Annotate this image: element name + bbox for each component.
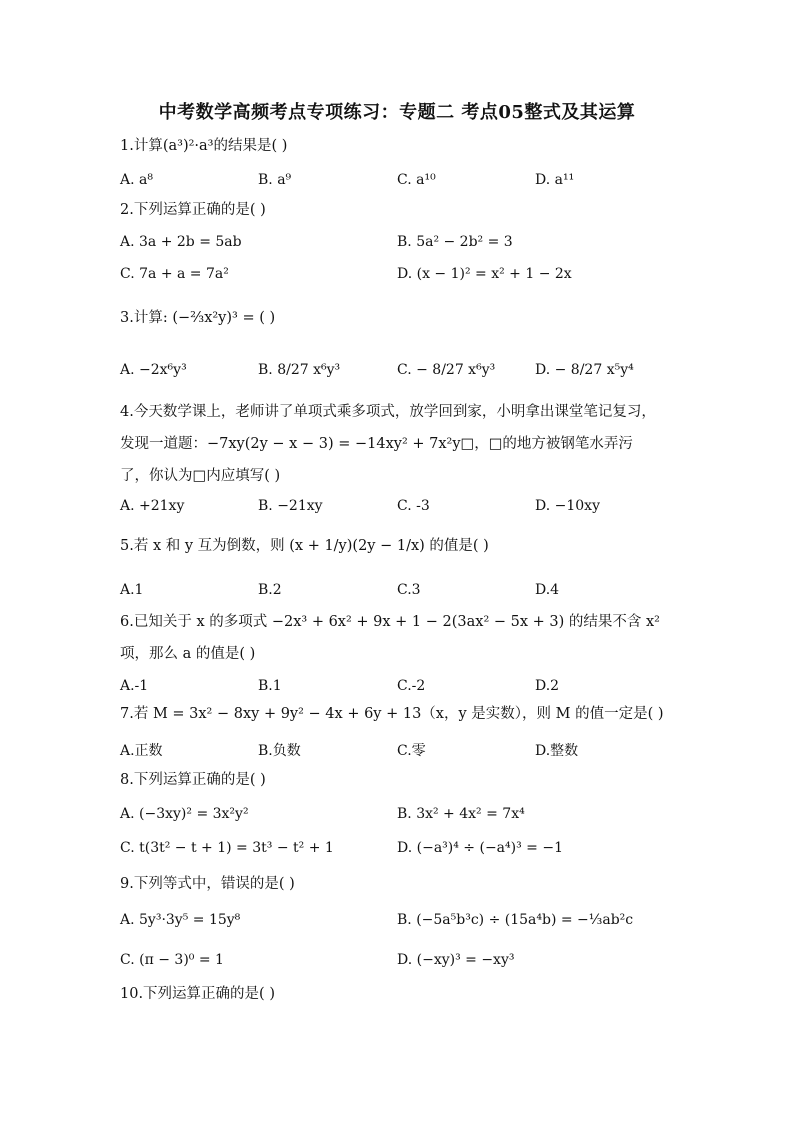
option-a: A.1 — [120, 582, 144, 598]
option-a: A. +21xy — [120, 498, 185, 514]
option-a: A. a⁸ — [120, 172, 153, 188]
question-2-stem: 2.下列运算正确的是( ) — [120, 202, 266, 218]
option-d: D. a¹¹ — [535, 172, 575, 188]
option-c: C.-2 — [397, 678, 426, 694]
option-d: D.4 — [535, 582, 560, 598]
option-a: A. 5y³·3y⁵ = 15y⁸ — [120, 912, 241, 928]
option-d: D. (x − 1)² = x² + 1 − 2x — [397, 266, 572, 282]
option-b: B. −21xy — [258, 498, 323, 514]
option-b: B.1 — [258, 678, 282, 694]
option-c: C. (π − 3)⁰ = 1 — [120, 952, 224, 968]
option-c: C. − 8/27 x⁶y³ — [397, 362, 496, 378]
option-a: A. 3a + 2b = 5ab — [120, 234, 242, 250]
option-c: C.零 — [397, 743, 426, 759]
question-6-stem: 6.已知关于 x 的多项式 −2x³ + 6x² + 9x + 1 − 2(3ax² − 5x + 3) 的结果不含 x² 项，那么 a 的值是( ) — [120, 614, 660, 662]
option-d: D. −10xy — [535, 498, 600, 514]
option-c: C.3 — [397, 582, 421, 598]
option-c: C. 7a + a = 7a² — [120, 266, 229, 282]
option-c: C. a¹⁰ — [397, 172, 436, 188]
option-d: D. (−a³)⁴ ÷ (−a⁴)³ = −1 — [397, 840, 563, 856]
option-b: B. 3x² + 4x² = 7x⁴ — [397, 806, 525, 822]
option-b: B. a⁹ — [258, 172, 292, 188]
option-b: B. (−5a⁵b³c) ÷ (15a⁴b) = −⅓ab²c — [397, 912, 634, 928]
question-1-stem: 1.计算(a³)²·a³的结果是( ) — [120, 138, 288, 154]
option-d: D.2 — [535, 678, 560, 694]
question-7-stem: 7.若 M = 3x² − 8xy + 9y² − 4x + 6y + 13（x，y 是实数），则 M 的值一定是( ) — [120, 706, 664, 722]
option-c: C. -3 — [397, 498, 430, 514]
option-d: D.整数 — [535, 743, 579, 759]
option-a: A.正数 — [120, 743, 163, 759]
question-10-stem: 10.下列运算正确的是( ) — [120, 986, 275, 1002]
option-b: B.负数 — [258, 743, 301, 759]
question-5-stem: 5.若 x 和 y 互为倒数，则 (x + 1/y)(2y − 1/x) 的值是( ) — [120, 538, 489, 554]
option-a: A.-1 — [120, 678, 149, 694]
option-c: C. t(3t² − t + 1) = 3t³ − t² + 1 — [120, 840, 334, 856]
question-4-stem: 4.今天数学课上，老师讲了单项式乘多项式，放学回到家，小明拿出课堂笔记复习，发现一道题：−7xy(2y − x − 3) = −14xy² + 7x²y□，□的地方被钢笔水弄污了，你认为□内应填写( ) — [120, 404, 656, 484]
option-b: B. 5a² − 2b² = 3 — [397, 234, 513, 250]
option-a: A. (−3xy)² = 3x²y² — [120, 806, 249, 822]
option-b: B.2 — [258, 582, 282, 598]
option-b: B. 8/27 x⁶y³ — [258, 362, 341, 378]
question-8-stem: 8.下列运算正确的是( ) — [120, 772, 266, 788]
question-9-stem: 9.下列等式中，错误的是( ) — [120, 876, 295, 892]
question-3-stem: 3.计算: (−⅔x²y)³ = ( ) — [120, 310, 276, 326]
page-title: 中考数学高频考点专项练习：专题二 考点05整式及其运算 — [158, 102, 636, 123]
option-d: D. (−xy)³ = −xy³ — [397, 952, 515, 968]
option-d: D. − 8/27 x⁵y⁴ — [535, 362, 634, 378]
option-a: A. −2x⁶y³ — [120, 362, 187, 378]
